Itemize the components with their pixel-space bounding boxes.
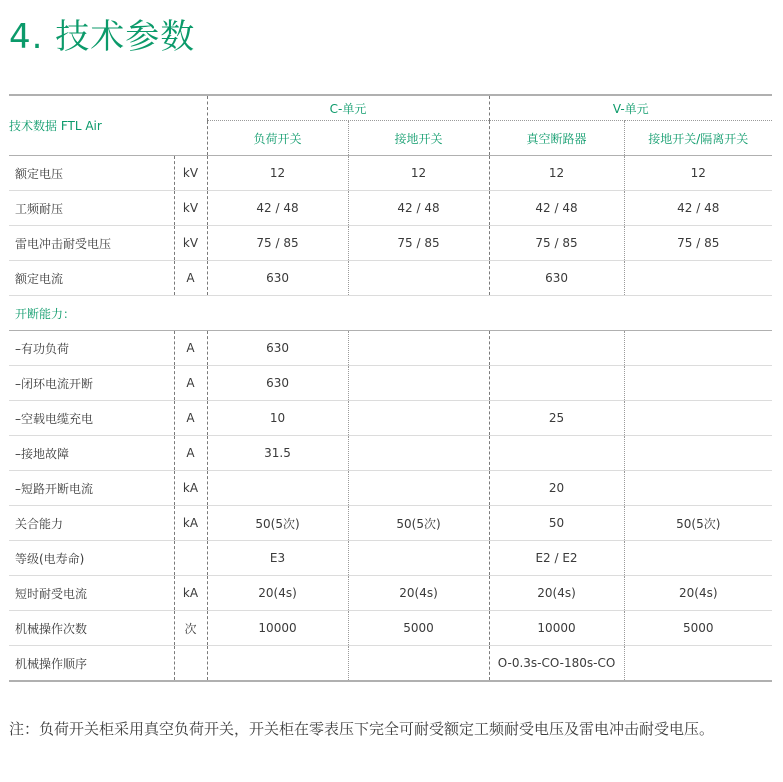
row-label: –闭环电流开断	[9, 366, 174, 401]
row-label: –有功负荷	[9, 331, 174, 366]
row-unit: kA	[174, 576, 207, 611]
table-cell	[348, 436, 489, 471]
row-label: 工频耐压	[9, 191, 174, 226]
table-cell: 12	[207, 156, 348, 191]
table-cell: 42 / 48	[207, 191, 348, 226]
table-cell: 75 / 85	[489, 226, 624, 261]
table-cell	[348, 366, 489, 401]
table-cell	[348, 646, 489, 682]
table-cell: 5000	[348, 611, 489, 646]
table-row	[9, 646, 772, 682]
col-header-earthing-switch: 接地开关	[348, 121, 489, 156]
section-label: 开断能力：	[9, 296, 772, 331]
table-cell	[489, 436, 624, 471]
table-cell: 20(4s)	[348, 576, 489, 611]
table-cell: 630	[207, 331, 348, 366]
table-cell	[348, 401, 489, 436]
table-corner-label: 技术数据 FTL Air	[9, 95, 207, 156]
row-unit: kV	[174, 191, 207, 226]
table-cell	[348, 541, 489, 576]
row-label: –空载电缆充电	[9, 401, 174, 436]
table-row	[9, 576, 772, 611]
table-cell	[624, 436, 772, 471]
table-cell: 630	[489, 261, 624, 296]
col-header-vacuum-breaker: 真空断路器	[489, 121, 624, 156]
row-unit: A	[174, 401, 207, 436]
table-cell: 12	[489, 156, 624, 191]
table-row	[9, 471, 772, 506]
table-cell: 42 / 48	[489, 191, 624, 226]
col-header-earthing-disconnector: 接地开关/隔离开关	[624, 121, 772, 156]
table-row	[9, 226, 772, 261]
row-unit	[174, 646, 207, 682]
table-row	[9, 541, 772, 576]
row-unit	[174, 541, 207, 576]
table-cell: 50(5次)	[348, 506, 489, 541]
table-cell: 12	[624, 156, 772, 191]
table-cell	[348, 471, 489, 506]
row-unit: A	[174, 261, 207, 296]
row-unit: kA	[174, 506, 207, 541]
table-cell: 42 / 48	[348, 191, 489, 226]
table-cell	[624, 261, 772, 296]
table-row	[9, 191, 772, 226]
table-cell	[348, 261, 489, 296]
table-cell: 10	[207, 401, 348, 436]
table-row	[9, 611, 772, 646]
table-cell	[624, 366, 772, 401]
table-cell: O-0.3s-CO-180s-CO	[489, 646, 624, 682]
table-cell	[624, 541, 772, 576]
table-row	[9, 436, 772, 471]
table-row	[9, 366, 772, 401]
row-unit: A	[174, 366, 207, 401]
row-unit: kA	[174, 471, 207, 506]
table-cell: 31.5	[207, 436, 348, 471]
table-cell	[624, 471, 772, 506]
table-cell: 75 / 85	[348, 226, 489, 261]
table-row	[9, 506, 772, 541]
group-v-unit: V-单元	[489, 95, 772, 121]
table-row	[9, 331, 772, 366]
table-cell: E3	[207, 541, 348, 576]
row-unit: A	[174, 331, 207, 366]
spec-table-body	[9, 95, 772, 681]
table-cell	[207, 471, 348, 506]
spec-table	[9, 94, 772, 682]
page-title: 4. 技术参数	[9, 17, 196, 57]
col-header-load-switch: 负荷开关	[207, 121, 348, 156]
row-label: 机械操作次数	[9, 611, 174, 646]
table-cell: 12	[348, 156, 489, 191]
table-cell: 50	[489, 506, 624, 541]
table-cell: 630	[207, 366, 348, 401]
header-group-row	[9, 95, 772, 121]
table-cell	[624, 646, 772, 682]
row-label: 机械操作顺序	[9, 646, 174, 682]
table-cell: 75 / 85	[624, 226, 772, 261]
section-row	[9, 296, 772, 331]
table-cell: 42 / 48	[624, 191, 772, 226]
row-unit: 次	[174, 611, 207, 646]
table-cell: 25	[489, 401, 624, 436]
table-cell: 50(5次)	[207, 506, 348, 541]
row-unit: A	[174, 436, 207, 471]
row-unit: kV	[174, 226, 207, 261]
row-label: 短时耐受电流	[9, 576, 174, 611]
table-cell: 20(4s)	[207, 576, 348, 611]
table-cell: 20	[489, 471, 624, 506]
row-unit: kV	[174, 156, 207, 191]
row-label: 额定电流	[9, 261, 174, 296]
table-cell	[624, 331, 772, 366]
footnote: 注：负荷开关柜采用真空负荷开关，开关柜在零表压下完全可耐受额定工频耐受电压及雷电冲击耐受电压。	[9, 720, 715, 738]
table-cell: 10000	[489, 611, 624, 646]
table-cell	[489, 331, 624, 366]
table-cell: 20(4s)	[489, 576, 624, 611]
table-cell	[348, 331, 489, 366]
table-cell: 10000	[207, 611, 348, 646]
table-cell: E2 / E2	[489, 541, 624, 576]
row-label: 额定电压	[9, 156, 174, 191]
group-c-unit: C-单元	[207, 95, 489, 121]
table-cell: 630	[207, 261, 348, 296]
row-label: 关合能力	[9, 506, 174, 541]
table-row	[9, 261, 772, 296]
table-cell	[489, 366, 624, 401]
table-cell: 75 / 85	[207, 226, 348, 261]
table-cell	[624, 401, 772, 436]
row-label: –短路开断电流	[9, 471, 174, 506]
row-label: 等级(电寿命)	[9, 541, 174, 576]
table-cell: 20(4s)	[624, 576, 772, 611]
table-cell: 50(5次)	[624, 506, 772, 541]
row-label: 雷电冲击耐受电压	[9, 226, 174, 261]
table-cell: 5000	[624, 611, 772, 646]
table-cell	[207, 646, 348, 682]
table-row	[9, 156, 772, 191]
table-row	[9, 401, 772, 436]
row-label: –接地故障	[9, 436, 174, 471]
